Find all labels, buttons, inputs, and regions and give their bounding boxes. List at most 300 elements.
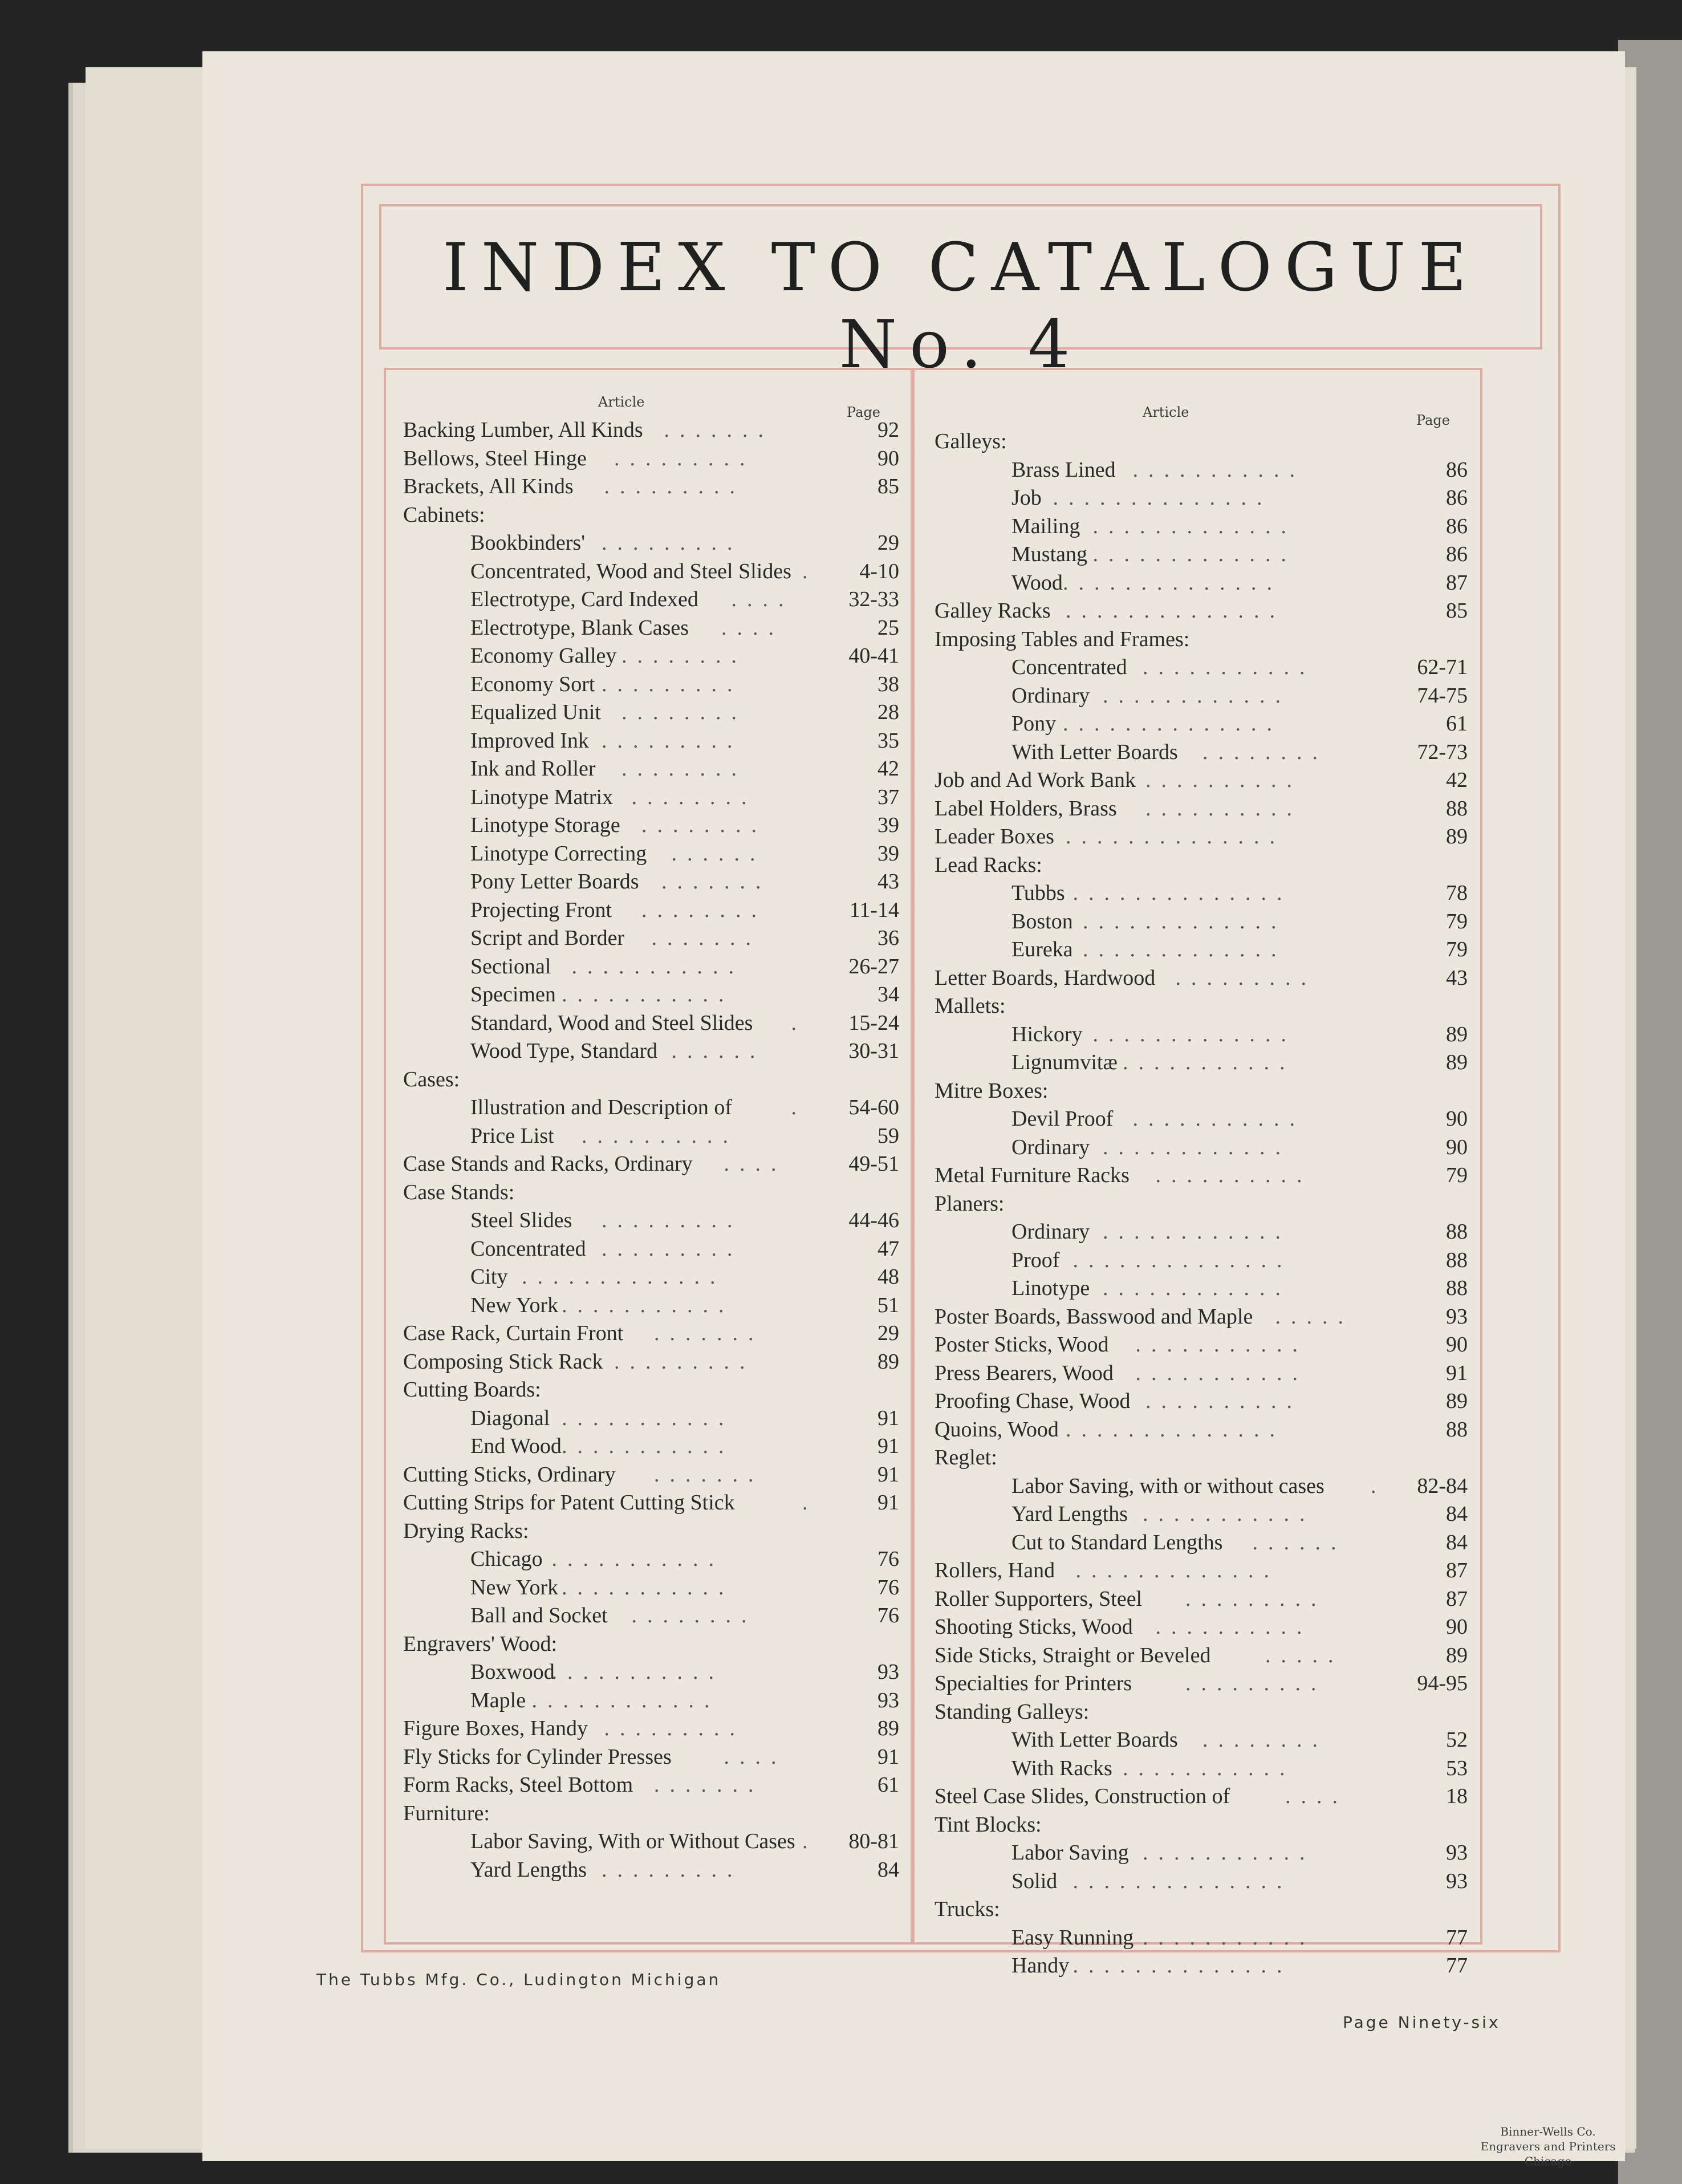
leader-dots: ...... <box>671 1039 766 1063</box>
entry-label: New York <box>470 1575 559 1600</box>
index-entry <box>935 1669 1468 1698</box>
index-entry <box>470 1658 899 1686</box>
entry-label: Ink and Roller <box>470 757 596 781</box>
leader-dots: ....... <box>654 1773 764 1797</box>
index-entry <box>935 1161 1468 1190</box>
entry-page-number: 89 <box>1446 1050 1468 1074</box>
entry-label: Trucks: <box>935 1897 1000 1921</box>
entry-label: Script and Border <box>470 926 625 950</box>
index-section-heading <box>935 1443 1468 1472</box>
index-entry <box>1011 709 1468 738</box>
entry-label: Price List <box>470 1123 554 1148</box>
printer-credit <box>1462 2124 1634 2169</box>
entry-label: Concentrated <box>1011 655 1127 679</box>
entry-page-number: 52 <box>1446 1728 1468 1752</box>
entry-page-number: 86 <box>1446 486 1468 510</box>
leader-dots: ............ <box>1103 1135 1291 1159</box>
leader-dots: ........... <box>562 1434 734 1458</box>
entry-label: Linotype Matrix <box>470 785 614 809</box>
index-entry <box>1011 1754 1468 1783</box>
entry-label: Projecting Front <box>470 898 612 922</box>
entry-label: Case Stands: <box>403 1180 515 1204</box>
leader-dots: ........... <box>551 1660 724 1684</box>
catalogue-page <box>202 51 1625 2168</box>
index-entry <box>935 766 1468 794</box>
entry-label: Job <box>1011 486 1042 510</box>
leader-dots: . <box>802 559 818 583</box>
index-entry <box>403 1488 899 1517</box>
entry-page-number: 90 <box>1446 1135 1468 1159</box>
index-entry <box>935 1415 1468 1444</box>
entry-label: Maple <box>470 1688 526 1712</box>
entry-label: Rollers, Hand <box>935 1558 1055 1582</box>
index-entry <box>1011 1867 1468 1895</box>
entry-page-number: 42 <box>877 757 899 781</box>
leader-dots: .... <box>731 587 794 611</box>
index-entry <box>470 642 899 670</box>
index-entry <box>1011 1838 1468 1867</box>
leader-dots: ......... <box>602 672 743 696</box>
index-entry <box>470 783 899 811</box>
page-header: Page <box>1416 412 1450 428</box>
printer-city: Chicago <box>1524 2154 1572 2168</box>
entry-label: Galley Racks <box>935 599 1051 623</box>
index-section-heading <box>935 625 1468 653</box>
entry-page-number: 84 <box>877 1857 899 1882</box>
entry-label: Boxwood <box>470 1660 555 1684</box>
index-entry <box>1011 1726 1468 1754</box>
index-entry <box>935 1585 1468 1613</box>
entry-label: Composing Stick Rack <box>403 1349 603 1374</box>
entry-label: Pony Letter Boards <box>470 870 639 894</box>
entry-label: Sectional <box>470 954 551 979</box>
entry-page-number: 89 <box>877 1716 899 1740</box>
entry-page-number: 84 <box>1446 1502 1468 1526</box>
index-section-heading <box>935 1077 1468 1105</box>
leader-dots: .... <box>724 1152 787 1176</box>
index-entry <box>1011 484 1468 512</box>
entry-page-number: 89 <box>1446 1643 1468 1667</box>
leader-dots: ........... <box>1132 457 1305 482</box>
index-entry <box>935 596 1468 625</box>
leader-dots: .......... <box>582 1123 738 1148</box>
article-header: Article <box>1143 404 1189 420</box>
entry-page-number: 76 <box>877 1547 899 1571</box>
entry-label: Mailing <box>1011 514 1080 538</box>
entry-label: Wood <box>1011 570 1063 595</box>
entry-label: Easy Running <box>1011 1925 1134 1950</box>
entry-page-number: 88 <box>1446 1248 1468 1272</box>
entry-page-number: 84 <box>1446 1530 1468 1554</box>
entry-page-number: 88 <box>1446 796 1468 821</box>
entry-label: Economy Galley <box>470 644 617 668</box>
entry-page-number: 88 <box>1446 1417 1468 1442</box>
leader-dots: ....... <box>654 1462 764 1487</box>
entry-page-number: 62-71 <box>1417 655 1468 679</box>
index-entry <box>470 980 899 1009</box>
leader-dots: ......... <box>602 728 743 753</box>
entry-label: Galleys: <box>935 429 1007 453</box>
entry-page-number: 29 <box>877 1321 899 1345</box>
entry-page-number: 87 <box>1446 1558 1468 1582</box>
leader-dots: ....... <box>661 870 771 894</box>
index-entry <box>1011 512 1468 541</box>
entry-page-number: 11-14 <box>849 898 899 922</box>
entry-page-number: 53 <box>1446 1756 1468 1780</box>
entry-label: Quoins, Wood <box>935 1417 1059 1442</box>
entry-label: Fly Sticks for Cylinder Presses <box>403 1744 672 1769</box>
leader-dots: .... <box>724 1744 787 1769</box>
leader-dots: ........... <box>551 1547 724 1571</box>
entry-label: Wood Type, Standard <box>470 1039 658 1063</box>
entry-label: Standard, Wood and Steel Slides <box>470 1010 753 1035</box>
entry-page-number: 90 <box>877 446 899 470</box>
leader-dots: ........... <box>562 1575 734 1600</box>
entry-label: Linotype <box>1011 1276 1090 1300</box>
entry-label: Brackets, All Kinds <box>403 474 574 498</box>
entry-page-number: 93 <box>1446 1869 1468 1893</box>
leader-dots: . <box>802 1491 818 1515</box>
entry-label: Leader Boxes <box>935 825 1054 849</box>
entry-label: Standing Galleys: <box>935 1699 1090 1724</box>
entry-label: Specimen <box>470 983 556 1006</box>
entry-label: Yard Lengths <box>1011 1502 1128 1526</box>
index-entry <box>1011 1472 1468 1500</box>
leader-dots: .............. <box>1072 881 1293 905</box>
index-entry <box>470 529 899 557</box>
index-entry <box>1011 738 1468 766</box>
leader-dots: .............. <box>1066 599 1285 623</box>
index-section-heading <box>403 501 899 529</box>
entry-label: Yard Lengths <box>470 1857 587 1882</box>
leader-dots: ........... <box>1143 655 1315 679</box>
entry-label: Reglet: <box>935 1446 997 1469</box>
leader-dots: ....... <box>654 1321 764 1345</box>
entry-label: Concentrated, Wood and Steel Slides <box>470 559 791 583</box>
article-header: Article <box>598 394 645 410</box>
entry-page-number: 89 <box>1446 825 1468 849</box>
index-entry <box>403 1460 899 1489</box>
index-entry <box>403 472 899 501</box>
entry-label: Lignumvitæ <box>1011 1050 1118 1074</box>
entry-label: With Racks <box>1011 1756 1112 1780</box>
leader-dots: ........ <box>621 757 747 781</box>
leader-dots: ........ <box>631 785 757 809</box>
entry-label: Linotype Storage <box>470 813 620 837</box>
leader-dots: ......... <box>614 446 755 470</box>
index-entry <box>470 952 899 981</box>
index-entry <box>470 1009 899 1037</box>
page-number-footer: Page Ninety-six <box>1343 2013 1501 2032</box>
leader-dots: ........... <box>1135 1361 1308 1385</box>
entry-label: Pony <box>1011 712 1057 736</box>
entry-label: City <box>470 1265 508 1289</box>
entry-label: With Letter Boards <box>1011 740 1178 764</box>
entry-label: Side Sticks, Straight or Beveled <box>935 1643 1211 1667</box>
index-entry <box>470 811 899 839</box>
index-section-heading <box>935 1190 1468 1218</box>
entry-page-number: 89 <box>1446 1022 1468 1046</box>
index-entry <box>1011 1274 1468 1302</box>
index-entry <box>1011 935 1468 964</box>
entry-page-number: 28 <box>877 700 899 724</box>
leader-dots: ............ <box>1103 683 1291 708</box>
index-entry <box>935 1613 1468 1641</box>
index-entry <box>1011 1528 1468 1557</box>
leader-dots: ........... <box>1123 1050 1295 1074</box>
entry-page-number: 36 <box>877 926 899 950</box>
entry-page-number: 43 <box>1446 965 1468 990</box>
entry-page-number: 72-73 <box>1417 740 1468 764</box>
leader-dots: . <box>1371 1473 1387 1498</box>
entry-label: Planers: <box>935 1191 1005 1216</box>
entry-page-number: 86 <box>1446 514 1468 538</box>
entry-label: Electrotype, Card Indexed <box>470 587 698 611</box>
leader-dots: ............. <box>1092 514 1297 538</box>
leader-dots: ......... <box>614 1349 755 1374</box>
entry-label: Mustang <box>1011 542 1087 566</box>
entry-page-number: 30-31 <box>848 1039 899 1063</box>
entry-label: Labor Saving, With or Without Cases <box>470 1829 795 1853</box>
index-entry <box>470 1573 899 1602</box>
index-entry <box>470 726 899 755</box>
entry-label: Imposing Tables and Frames: <box>935 627 1190 651</box>
entry-page-number: 26-27 <box>848 954 899 979</box>
index-entry <box>403 444 899 473</box>
index-entry <box>1011 879 1468 907</box>
index-entry <box>1011 569 1468 597</box>
entry-page-number: 49-51 <box>848 1152 899 1176</box>
entry-label: Economy Sort <box>470 672 595 696</box>
index-entry <box>1011 681 1468 710</box>
entry-page-number: 29 <box>877 531 899 555</box>
leader-dots: ........... <box>562 1293 734 1317</box>
index-entry <box>1011 1133 1468 1162</box>
entry-label: With Letter Boards <box>1011 1728 1178 1752</box>
entry-page-number: 79 <box>1446 1163 1468 1187</box>
entry-page-number: 77 <box>1446 1925 1468 1950</box>
leader-dots: ......... <box>604 1716 745 1740</box>
leader-dots: .............. <box>1063 570 1282 595</box>
leader-dots: .......... <box>1155 1615 1313 1639</box>
index-entry <box>403 1347 899 1376</box>
leader-dots: .............. <box>1072 1954 1293 1978</box>
entry-page-number: 91 <box>877 1491 899 1515</box>
entry-label: Eureka <box>1011 937 1073 961</box>
leader-dots: .......... <box>1145 768 1302 792</box>
entry-page-number: 51 <box>877 1293 899 1317</box>
leader-dots: ...... <box>1252 1530 1347 1554</box>
printer-name: Binner-Wells Co. <box>1500 2125 1596 2138</box>
entry-label: New York <box>470 1293 559 1317</box>
entry-page-number: 91 <box>1446 1361 1468 1385</box>
entry-page-number: 80-81 <box>848 1829 899 1853</box>
entry-label: Ordinary <box>1011 1220 1090 1244</box>
entry-page-number: 4-10 <box>859 559 899 583</box>
leader-dots: ............. <box>1092 1022 1297 1046</box>
entry-label: Cutting Strips for Patent Cutting Stick <box>403 1491 735 1515</box>
leader-dots: ........ <box>641 898 767 922</box>
entry-label: Ordinary <box>1011 683 1090 708</box>
entry-label: Mitre Boxes: <box>935 1078 1049 1103</box>
leader-dots: . <box>802 1829 818 1853</box>
index-entry <box>935 1782 1468 1810</box>
entry-label: Diagonal <box>470 1406 550 1430</box>
entry-page-number: 87 <box>1446 570 1468 595</box>
entry-page-number: 90 <box>1446 1107 1468 1131</box>
entry-label: Proofing Chase, Wood <box>935 1389 1131 1413</box>
leader-dots: ............ <box>1103 1220 1291 1244</box>
leader-dots: ......... <box>602 531 743 555</box>
entry-page-number: 77 <box>1446 1954 1468 1978</box>
index-entry <box>403 416 899 444</box>
leader-dots: ........ <box>631 1604 757 1627</box>
entry-page-number: 87 <box>1446 1586 1468 1611</box>
index-entry <box>470 670 899 699</box>
entry-label: Lead Racks: <box>935 853 1042 877</box>
entry-label: Cutting Boards: <box>403 1378 541 1402</box>
entry-page-number: 89 <box>1446 1389 1468 1413</box>
leader-dots: .......... <box>1145 1389 1302 1413</box>
index-entry <box>1011 1105 1468 1133</box>
index-entry <box>470 1545 899 1573</box>
entry-page-number: 59 <box>877 1123 899 1148</box>
entry-label: Label Holders, Brass <box>935 796 1117 821</box>
entry-page-number: 61 <box>877 1773 899 1797</box>
index-entry <box>403 1714 899 1743</box>
entry-page-number: 74-75 <box>1417 683 1468 708</box>
index-entry <box>935 794 1468 823</box>
index-entry <box>470 614 899 642</box>
entry-label: Roller Supporters, Steel <box>935 1586 1143 1611</box>
leader-dots: ........... <box>562 983 734 1006</box>
entry-label: Poster Boards, Basswood and Maple <box>935 1304 1253 1329</box>
page-title: INDEX TO CATALOGUE No. 4 <box>442 229 1480 383</box>
entry-page-number: 86 <box>1446 457 1468 482</box>
entry-label: Engravers' Wood: <box>403 1631 558 1656</box>
entry-label: Case Rack, Curtain Front <box>403 1321 624 1345</box>
entry-label: Tubbs <box>1011 881 1065 905</box>
entry-label: Illustration and Description of <box>470 1095 733 1119</box>
leader-dots: .... <box>721 615 784 640</box>
leader-dots: .............. <box>1053 486 1273 510</box>
entry-page-number: 61 <box>1446 712 1468 736</box>
leader-dots: ........... <box>1123 1756 1295 1780</box>
entry-page-number: 43 <box>877 870 899 894</box>
entry-page-number: 44-46 <box>848 1208 899 1232</box>
entry-label: Backing Lumber, All Kinds <box>403 418 643 442</box>
entry-label: Handy <box>1011 1954 1070 1978</box>
leader-dots: ........ <box>621 700 747 724</box>
leader-dots: ............. <box>1083 909 1287 933</box>
leader-dots: .... <box>1285 1784 1348 1808</box>
index-entry <box>470 1686 899 1715</box>
index-entry <box>470 1827 899 1856</box>
entry-label: Mallets: <box>935 994 1006 1018</box>
index-section-heading <box>935 1698 1468 1726</box>
right-index-column <box>912 368 1482 1978</box>
entry-page-number: 79 <box>1446 937 1468 961</box>
index-entry <box>935 1302 1468 1331</box>
entry-page-number: 93 <box>877 1660 899 1684</box>
index-section-heading <box>935 851 1468 879</box>
entry-page-number: 91 <box>877 1462 899 1487</box>
index-entry <box>403 1319 899 1347</box>
entry-page-number: 86 <box>1446 542 1468 566</box>
entry-label: Labor Saving <box>1011 1841 1129 1865</box>
leader-dots: ..... <box>1275 1304 1354 1329</box>
index-section-heading <box>935 427 1468 456</box>
leader-dots: ......... <box>602 1208 743 1232</box>
entry-page-number: 93 <box>1446 1841 1468 1865</box>
index-entry <box>935 1641 1468 1670</box>
entry-page-number: 92 <box>877 418 899 442</box>
leader-dots: ........... <box>571 954 744 979</box>
entry-label: Case Stands and Racks, Ordinary <box>403 1152 693 1176</box>
leader-dots: ............. <box>1083 937 1287 961</box>
leader-dots: . <box>791 1095 807 1119</box>
index-entry <box>1011 1500 1468 1528</box>
entry-page-number: 40-41 <box>848 644 899 668</box>
index-entry <box>1011 540 1468 569</box>
index-entry <box>1011 907 1468 936</box>
leader-dots: ............. <box>522 1265 726 1289</box>
index-entry <box>470 1037 899 1065</box>
index-entry <box>470 924 899 952</box>
entry-label: Labor Saving, with or without cases <box>1011 1473 1325 1498</box>
index-entry <box>1011 1246 1468 1274</box>
entry-page-number: 91 <box>877 1434 899 1458</box>
index-entry <box>470 1432 899 1460</box>
leader-dots: ...... <box>671 841 766 866</box>
index-entry <box>470 1093 899 1122</box>
entry-label: Cabinets: <box>403 502 485 527</box>
entry-page-number: 42 <box>1446 768 1468 792</box>
index-entry <box>470 1122 899 1150</box>
leader-dots: ............. <box>1075 1558 1279 1582</box>
entry-label: Steel Slides <box>470 1208 572 1232</box>
index-entry <box>935 1330 1468 1359</box>
entry-label: Press Bearers, Wood <box>935 1361 1114 1385</box>
leader-dots: ........... <box>1143 1841 1315 1865</box>
leader-dots: ......... <box>602 1236 743 1261</box>
index-section-heading <box>403 1375 899 1404</box>
entry-label: Hickory <box>1011 1022 1083 1046</box>
entry-page-number: 79 <box>1446 909 1468 933</box>
entry-page-number: 91 <box>877 1744 899 1769</box>
entry-label: Bellows, Steel Hinge <box>403 446 587 470</box>
entry-label: Job and Ad Work Bank <box>935 768 1136 792</box>
entry-label: Drying Racks: <box>403 1519 529 1543</box>
entry-page-number: 38 <box>877 672 899 696</box>
index-entry <box>1011 1217 1468 1246</box>
leader-dots: .............. <box>1072 1869 1293 1893</box>
entry-label: Shooting Sticks, Wood <box>935 1615 1133 1639</box>
entry-page-number: 32-33 <box>848 587 899 611</box>
index-entry <box>403 1150 899 1178</box>
index-entry <box>1011 653 1468 681</box>
entry-label: Linotype Correcting <box>470 841 647 866</box>
entry-label: Form Racks, Steel Bottom <box>403 1773 633 1797</box>
index-entry <box>935 1359 1468 1387</box>
leader-dots: ........ <box>1202 1728 1328 1752</box>
index-section-heading <box>403 1799 899 1828</box>
leader-dots: .......... <box>1145 796 1302 821</box>
page-header: Page <box>847 404 880 420</box>
leader-dots: ........ <box>1202 740 1328 764</box>
index-entry <box>935 822 1468 851</box>
leader-dots: ......... <box>1175 965 1317 990</box>
